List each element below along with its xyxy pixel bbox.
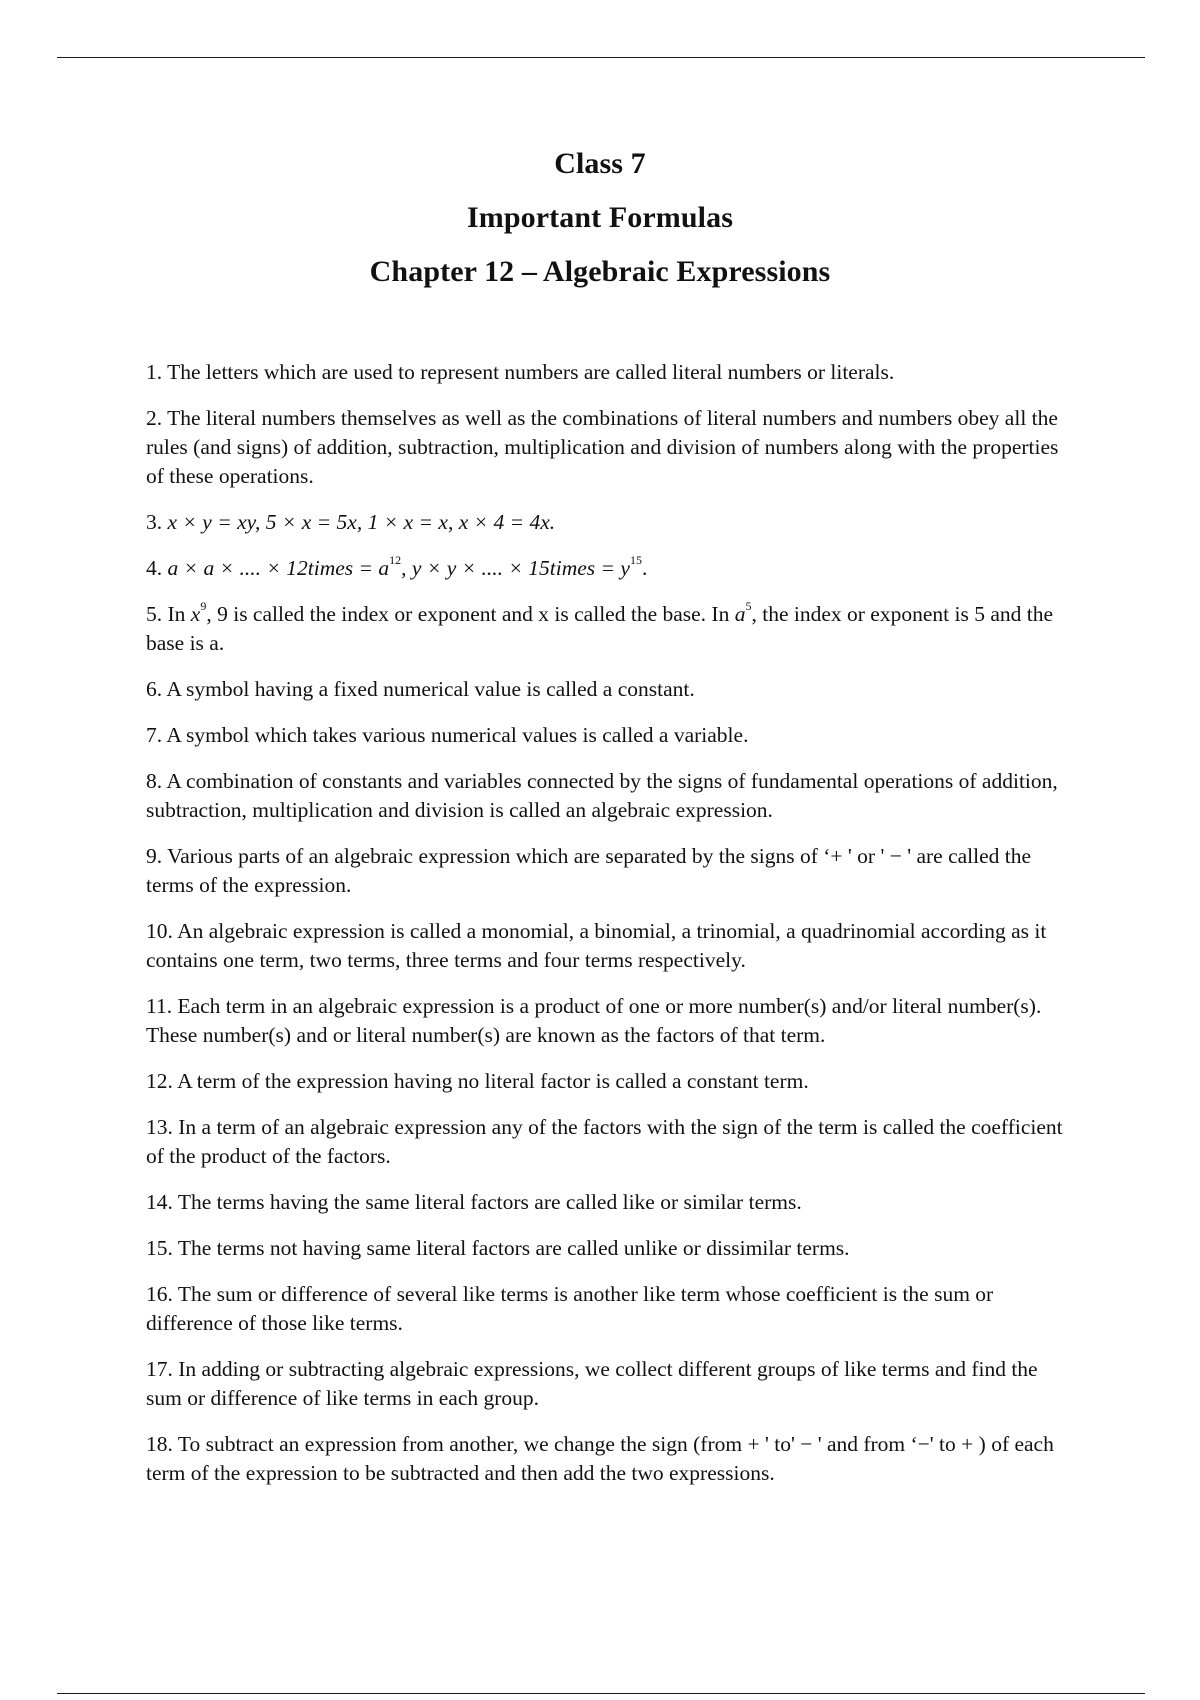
formulas-title: Important Formulas <box>467 201 733 234</box>
list-item: 7. A symbol which takes various numerical values is called a variable. <box>146 723 749 747</box>
list-item: 15. The terms not having same literal factors are called unlike or dissimilar terms. <box>146 1236 850 1260</box>
list-item: 11. Each term in an algebraic expression is a product of one or more number(s) and/or literal number(s). These number(s) and or literal number(s) are known as the factors of that term. <box>146 994 1042 1047</box>
list-item: 13. In a term of an algebraic expression any of the factors with the sign of the term is called the coefficient of the product of the factors. <box>146 1115 1063 1168</box>
formula-repeated-y: y × y × .... × 15times = $y^{15}$ <box>411 553 642 580</box>
item-text: Various parts of an algebraic expression which are separated by the signs of ‘+ ' or ' − ' are called the terms of the expression. <box>146 844 1032 897</box>
item-text: The literal numbers themselves as well as the combinations of literal numbers and numbers obey all the rules (and signs) of addition, subtraction, multiplication and division of numbers along with the properties of these operations. <box>146 406 1059 488</box>
item-text: The terms having the same literal factors are called like or similar terms. <box>177 1190 802 1214</box>
list-item: 5. In $x^9$, 9 is called the index or exponent and x is called the base. In $a^5$, the index or exponent is 5 and the base is a. <box>146 599 1054 655</box>
item-text: A term of the expression having no literal factor is called a constant term. <box>177 1069 809 1093</box>
exponent: 9 <box>200 599 207 613</box>
item-text: A symbol which takes various numerical values is called a variable. <box>166 723 749 747</box>
exponent: 12 <box>389 553 402 567</box>
exponent: 5 <box>745 599 752 613</box>
item-text: A symbol having a fixed numerical value is called a constant. <box>166 677 695 701</box>
formula-list <box>146 358 1064 1505</box>
item-text: The sum or difference of several like terms is another like term whose coefficient is the sum or difference of those like terms. <box>146 1282 994 1335</box>
list-item: 6. A symbol having a fixed numerical value is called a constant. <box>146 677 695 701</box>
item-text: Each term in an algebraic expression is a product of one or more number(s) and/or literal number(s). These number(s) and or literal number(s) are known as the factors of that term. <box>146 994 1042 1047</box>
list-item: 3. x × y = xy, 5 × x = 5x, 1 × x = x, x × 4 = 4x. <box>146 510 556 534</box>
exponent: 15 <box>629 553 642 567</box>
power-x: $x^9$ <box>190 599 207 626</box>
item-text: The letters which are used to represent numbers are called literal numbers or literals. <box>167 360 895 384</box>
item-text: The terms not having same literal factors are called unlike or dissimilar terms. <box>177 1236 850 1260</box>
item-text: In adding or subtracting algebraic expressions, we collect different groups of like terms and find the sum or difference of like terms in each group. <box>146 1357 1038 1410</box>
class-title: Class 7 <box>554 147 646 180</box>
list-item: 10. An algebraic expression is called a monomial, a binomial, a trinomial, a quadrinomial according as it contains one term, two terms, three terms and four terms respectively. <box>146 919 1047 972</box>
list-item: 1. The letters which are used to represent numbers are called literal numbers or literals. <box>146 360 895 384</box>
list-item: 16. The sum or difference of several like terms is another like term whose coefficient is the sum or difference of those like terms. <box>146 1282 994 1335</box>
list-item: 2. The literal numbers themselves as well as the combinations of literal numbers and numbers obey all the rules (and signs) of addition, subtraction, multiplication and division of numbers along with the properties of these operations. <box>146 406 1059 488</box>
formula-repeated-a: a × a × .... × 12times = $a^{12}$ <box>167 553 402 580</box>
list-item: 14. The terms having the same literal factors are called like or similar terms. <box>146 1190 802 1214</box>
list-item: 18. To subtract an expression from another, we change the sign (from + ' to' − ' and from ‘−' to + ) of each term of the expression to be subtracted and then add the two expressions. <box>146 1432 1054 1485</box>
document-header <box>0 146 1200 290</box>
list-item: 9. Various parts of an algebraic expression which are separated by the signs of ‘+ ' or ' − ' are called the terms of the expression. <box>146 844 1032 897</box>
item-text: An algebraic expression is called a monomial, a binomial, a trinomial, a quadrinomial according as it contains one term, two terms, three terms and four terms respectively. <box>146 919 1047 972</box>
power-a: $a^5$ <box>734 599 752 626</box>
item-text: In a term of an algebraic expression any of the factors with the sign of the term is called the coefficient of the product of the factors. <box>146 1115 1063 1168</box>
list-item: 17. In adding or subtracting algebraic expressions, we collect different groups of like terms and find the sum or difference of like terms in each group. <box>146 1357 1038 1410</box>
item-text: To subtract an expression from another, we change the sign (from + ' to' − ' and from ‘−' to + ) of each term of the expression to be subtracted and then add the two expressions. <box>146 1432 1054 1485</box>
chapter-title: Chapter 12 – Algebraic Expressions <box>369 255 831 288</box>
top-rule <box>57 57 1145 58</box>
list-item: 8. A combination of constants and variables connected by the signs of fundamental operations of addition, subtraction, multiplication and division is called an algebraic expression. <box>146 769 1058 822</box>
list-item: 4. a × a × .... × 12times = $a^{12}$, y × y × .... × 15times = $y^{15}$. <box>146 553 648 580</box>
item-text: A combination of constants and variables connected by the signs of fundamental operations of addition, subtraction, multiplication and division is called an algebraic expression. <box>146 769 1058 822</box>
formula-products: x × y = xy, 5 × x = 5x, 1 × x = x, x × 4 = 4x. <box>167 510 556 534</box>
bottom-rule <box>57 1693 1145 1694</box>
list-item: 12. A term of the expression having no literal factor is called a constant term. <box>146 1069 809 1093</box>
